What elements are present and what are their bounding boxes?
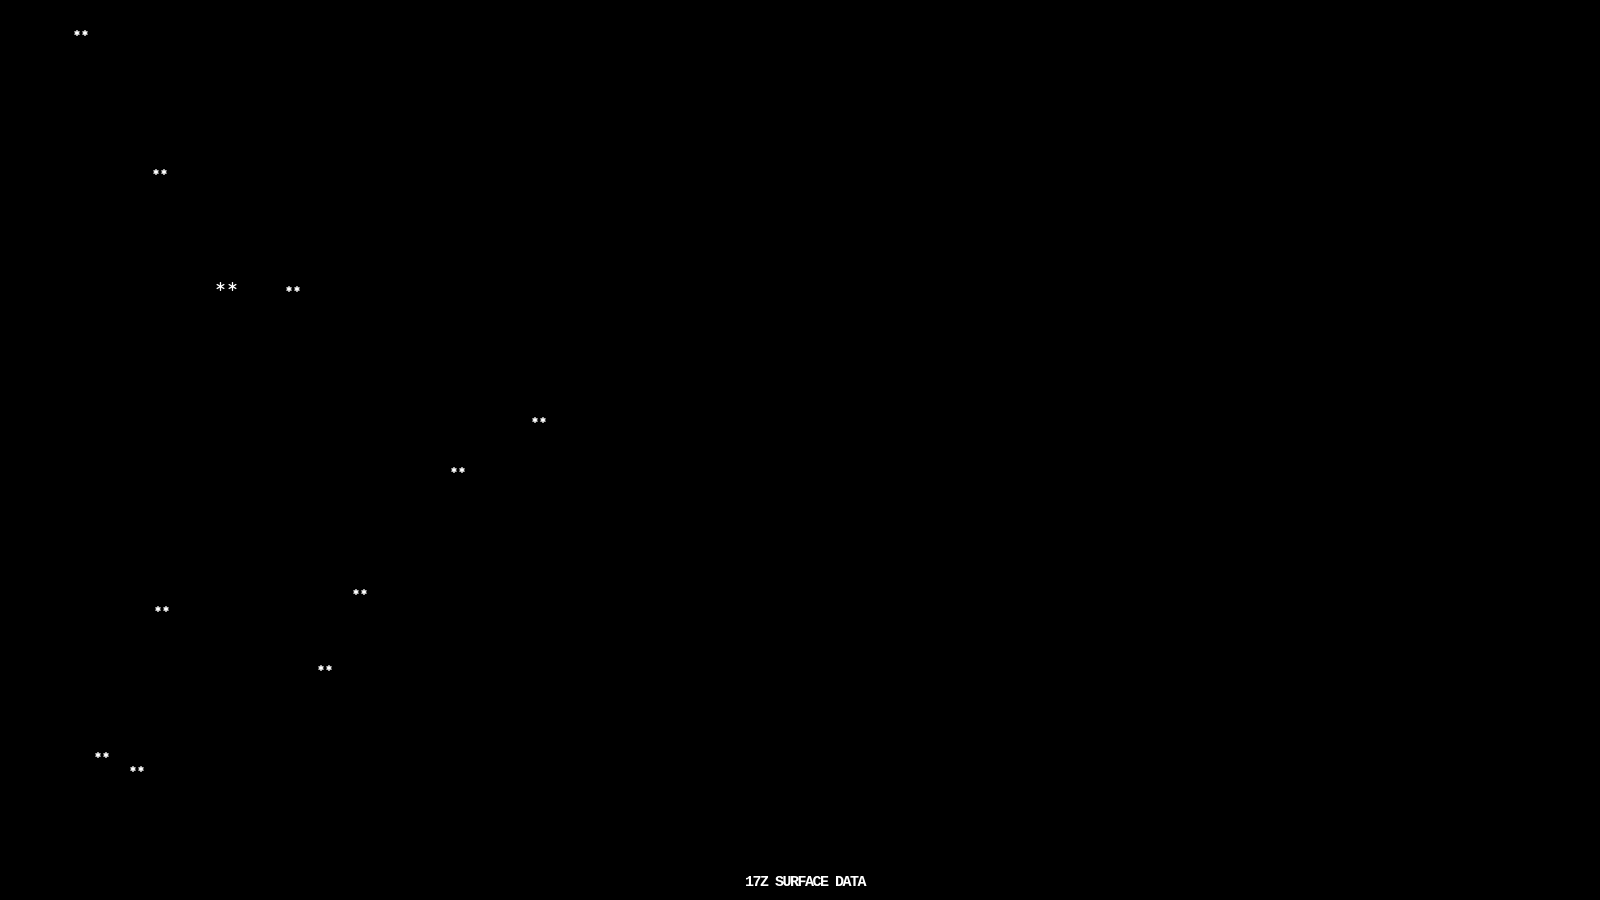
station-snow-symbol bbox=[286, 286, 300, 292]
station-snow-symbol bbox=[532, 417, 546, 423]
station-snow-symbol bbox=[216, 282, 237, 291]
station-snow-symbol bbox=[451, 467, 465, 473]
product-label: 17Z SURFACE DATA bbox=[745, 874, 866, 891]
station-snow-symbol bbox=[318, 665, 332, 671]
station-snow-symbol bbox=[74, 30, 88, 36]
station-snow-symbol bbox=[153, 169, 167, 175]
station-snow-symbol bbox=[353, 589, 367, 595]
station-snow-symbol bbox=[130, 766, 144, 772]
station-snow-symbol bbox=[95, 752, 109, 758]
station-snow-symbol bbox=[155, 606, 169, 612]
